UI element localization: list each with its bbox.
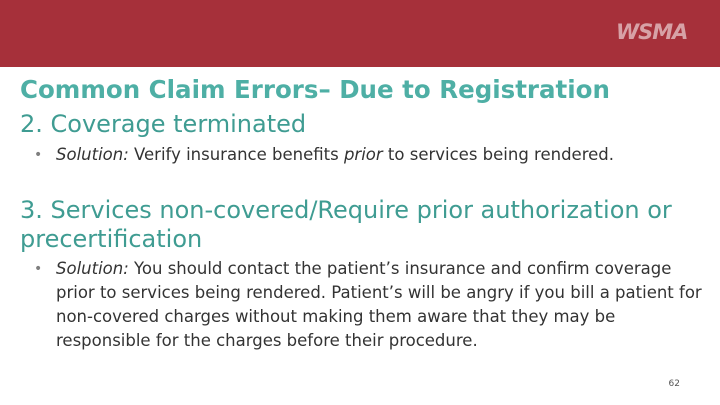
bullet-emphasis: prior [343,145,383,164]
bullet-text-end: to services being rendered. [382,145,615,164]
bullet-marker: • [34,147,43,163]
slide-title: Common Claim Errors– Due to Registration [20,75,610,104]
bullet-marker: • [34,261,43,277]
bullet-text: Verify insurance benefits [128,145,344,164]
page-number: 62 [668,379,680,389]
bullet-lead: Solution: [56,259,129,278]
section-heading-non-covered: 3. Services non-covered/Require prior authorization or precertification [20,196,672,253]
bullet-solution-verify [34,143,706,167]
section-heading-coverage-terminated: 2. Coverage terminated [20,110,307,138]
wsma-logo [616,20,696,44]
logo-text: WSMA [616,20,688,44]
header-band [0,0,720,67]
bullet-lead: Solution: [56,145,129,164]
bullet-solution-contact [34,257,706,353]
bullet-text: You should contact the patient’s insurance and confirm coverage prior to services being rendered. Patient’s will be angry if you bill a patient for non-covered charges without making them aware that they may be responsible for the charges before their procedure. [56,259,702,350]
